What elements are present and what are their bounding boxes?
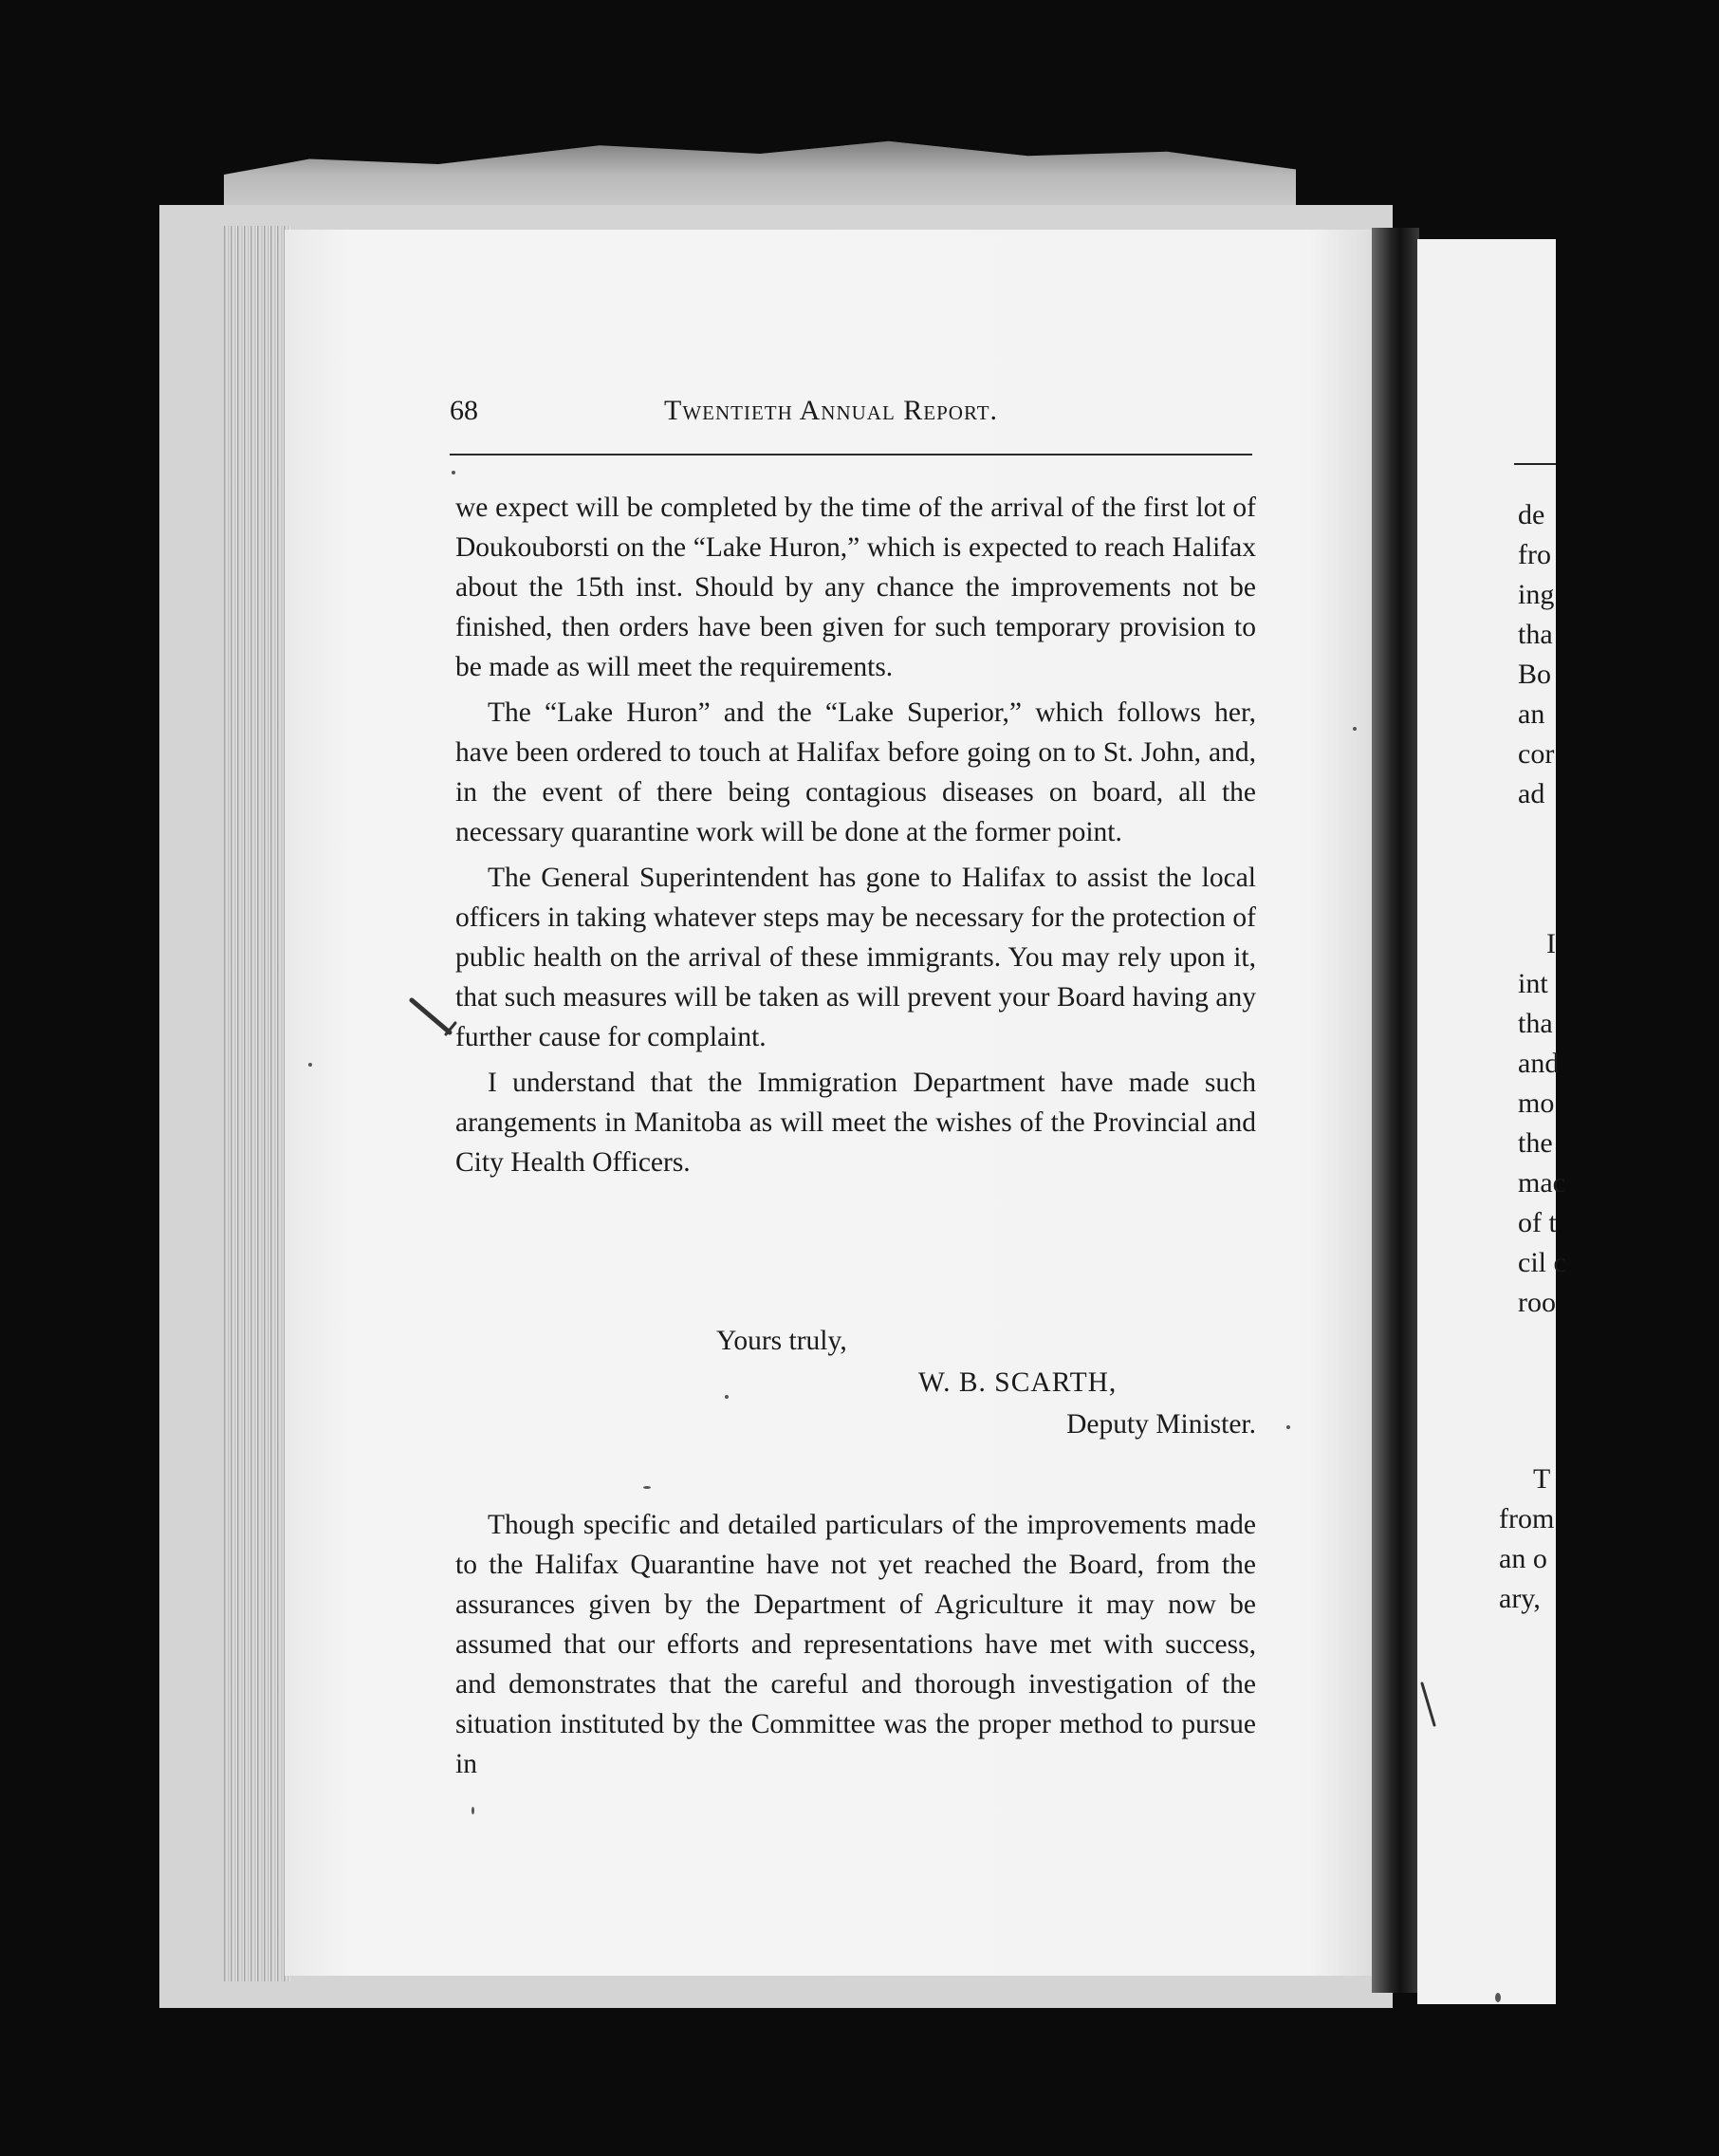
letter-closing: Yours truly, [716,1326,847,1356]
facing-fragment: and [1518,1048,1560,1079]
running-head [450,395,1252,433]
scan-speck [452,471,455,474]
paragraph: The General Superintendent has gone to Halifax to assist the local officers in taking whatever steps may be necessary for the protection of public health on the arrival of these immigrants. You may rely upon it, that such measures will be taken as will prevent your Board having any further cause for complaint. [455,863,1256,1052]
facing-fragment: de [1518,499,1545,530]
letter-body [455,488,1256,1188]
facing-fragment: of t [1518,1207,1557,1238]
facing-page-rule [1514,463,1556,465]
signature-title: Deputy Minister. [1066,1409,1256,1440]
facing-fragment: an o [1499,1543,1547,1574]
final-paragraph [455,1505,1256,1784]
facing-fragment: ary, [1499,1583,1541,1614]
facing-fragment: mo [1518,1087,1555,1119]
facing-fragment: cil c [1518,1247,1566,1278]
facing-fragment: fro [1518,539,1551,570]
facing-fragment: T [1533,1463,1551,1495]
scan-speck [1353,727,1357,731]
facing-fragment: the [1518,1127,1553,1159]
facing-fragment: Bo [1518,659,1552,690]
facing-fragment: I [1546,928,1556,959]
facing-fragment: int [1518,968,1548,999]
paragraph: we expect will be completed by the time of the arrival of the first lot of Doukouborsti on the “Lake Huron,” which is expected to reach Halifax about the 15th inst. Should by any chance the improvements not be finished, then orders have been given for such temporary provision to be made as will meet the requirements. [455,493,1256,682]
facing-fragment: an [1518,698,1545,730]
paragraph: Though specific and detailed particulars of the improvements made to the Halifax Quarantine have not yet reached the Board, from the assurances given by the Department of Agriculture it may now be assumed that our efforts and representations have met with success, and demonstrates that the careful and thorough investigation of the situation instituted by the Committee was the proper method to pursue in [455,1510,1256,1779]
scan-speck [643,1486,651,1489]
facing-fragment: ing [1518,579,1555,610]
scan-speck [471,1807,474,1814]
facing-fragment: tha [1518,619,1553,650]
facing-fragment: roo [1518,1287,1556,1318]
facing-fragment: tha [1518,1008,1553,1039]
facing-fragment: from [1499,1503,1555,1534]
scan-speck [1495,1993,1501,2002]
paragraph: I understand that the Immigration Department have made such arangements in Manitoba as will meet the wishes of the Provincial and City Health Officers. [455,1068,1256,1178]
pencil-margin-mark [1419,1682,1438,1729]
header-rule [450,454,1252,455]
paragraph: The “Lake Huron” and the “Lake Superior,” which follows her, have been ordered to touch at Halifax before going on to St. John, and, in the event of there being contagious diseases on board, all the necessary quarantine work will be done at the former point. [455,697,1256,847]
facing-fragment: ad [1518,778,1545,809]
running-head-title: Twentieth Annual Report. [664,395,999,426]
scan-speck [1286,1425,1290,1429]
facing-fragment: cor [1518,738,1555,770]
book-gutter [1372,228,1419,1993]
page-number: 68 [450,395,478,426]
page-edges [224,226,290,1981]
pencil-margin-mark [408,994,465,1042]
signature-name: W. B. SCARTH, [918,1367,1118,1398]
scan-speck [725,1395,729,1399]
scan-speck [308,1063,312,1067]
facing-fragment: mac [1518,1167,1565,1199]
facing-page [1417,239,1566,2004]
